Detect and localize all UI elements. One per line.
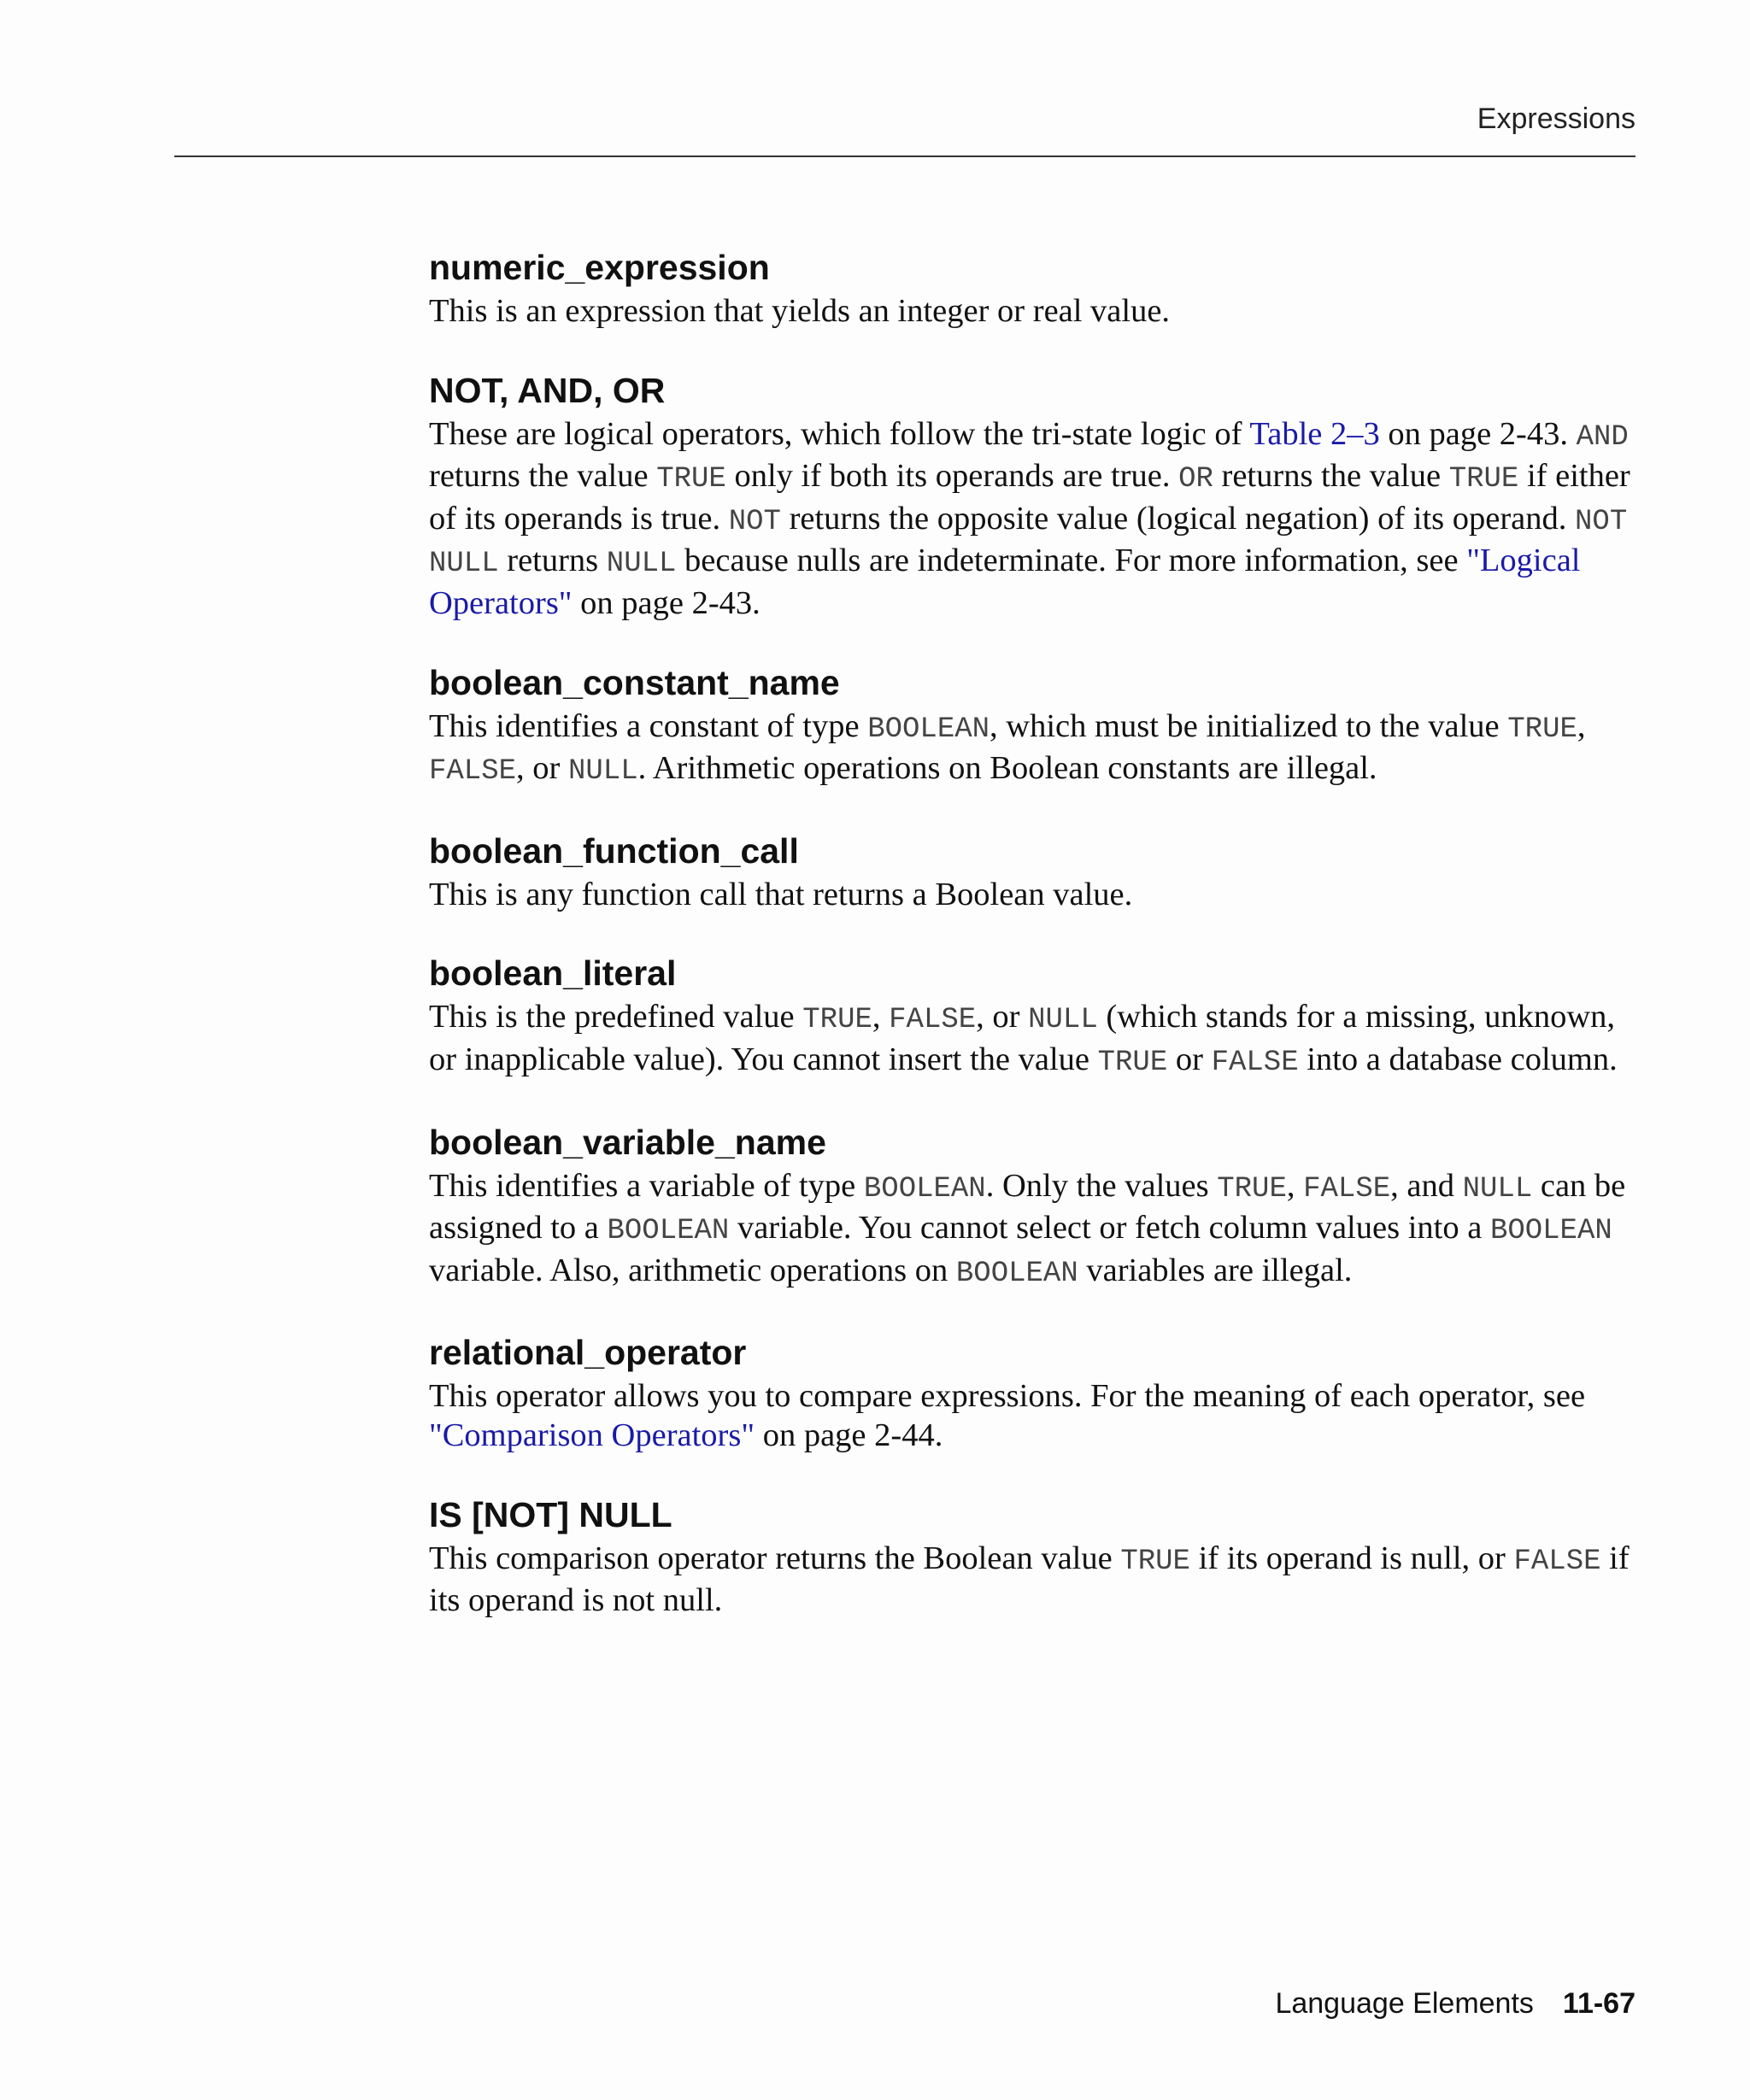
code-keyword: TRUE: [1120, 1545, 1190, 1578]
text-run: on page 2-43.: [1379, 415, 1577, 452]
entry-term: boolean_literal: [429, 953, 677, 994]
entry-term: boolean_variable_name: [429, 1122, 826, 1162]
text-run: returns the opposite value (logical negation) of its operand.: [780, 500, 1576, 537]
text-run: This comparison operator returns the Boolean value: [429, 1540, 1121, 1576]
definition-entry: [429, 663, 1642, 792]
entry-term: boolean_constant_name: [429, 662, 840, 702]
code-keyword: OR: [1178, 463, 1213, 496]
definition-entry: [429, 831, 1642, 915]
document-body: [429, 248, 1642, 1660]
definition-entry: [429, 1495, 1642, 1621]
text-run: ,: [1286, 1167, 1304, 1204]
entry-term: IS [NOT] NULL: [429, 1494, 672, 1534]
code-keyword: FALSE: [1303, 1172, 1391, 1205]
text-run: only if both its operands are true.: [725, 458, 1179, 495]
code-keyword: TRUE: [1448, 463, 1519, 496]
code-keyword: FALSE: [429, 755, 517, 789]
footer-section-title: Language Elements: [1275, 1987, 1534, 2020]
text-run: This is any function call that returns a Boolean value.: [429, 876, 1133, 912]
text-run: This identifies a constant of type: [429, 707, 868, 744]
text-run: can be assigned to a: [429, 1167, 1626, 1247]
definition-entry: [429, 1123, 1642, 1294]
page-footer: [1275, 1989, 1635, 2018]
text-run: (which stands for a missing, unknown, or inapplicable value). You cannot insert the value: [429, 999, 1615, 1077]
entry-term: NOT, AND, OR: [429, 370, 666, 410]
code-keyword: BOOLEAN: [1489, 1215, 1612, 1248]
entry-description: [429, 292, 1642, 331]
text-run: if its operand is not null.: [429, 1540, 1630, 1619]
entry-term: boolean_function_call: [429, 830, 799, 871]
text-run: on page 2-43.: [572, 584, 760, 621]
code-keyword: TRUE: [1507, 713, 1577, 746]
header-rule: [174, 155, 1635, 157]
code-keyword: FALSE: [1211, 1046, 1299, 1079]
code-keyword: TRUE: [656, 463, 726, 496]
code-keyword: NOT NULL: [429, 505, 1628, 581]
code-keyword: BOOLEAN: [867, 713, 990, 746]
text-run: This identifies a variable of type: [429, 1167, 864, 1204]
text-run: variable. You cannot select or fetch column values into a: [729, 1210, 1490, 1247]
text-run: This is the predefined value: [429, 999, 803, 1035]
text-run: , or: [976, 999, 1029, 1035]
footer-page-number: 11-67: [1562, 1987, 1635, 2020]
cross-reference-link[interactable]: "Comparison Operators": [429, 1417, 755, 1453]
text-run: if either of its operands is true.: [429, 458, 1630, 537]
entry-description: [429, 415, 1642, 624]
entry-description: [429, 998, 1642, 1082]
code-keyword: NULL: [606, 548, 677, 581]
entry-description: [429, 1167, 1642, 1294]
text-run: ,: [872, 999, 890, 1035]
cross-reference-link[interactable]: Table 2–3: [1249, 415, 1380, 452]
code-keyword: BOOLEAN: [607, 1215, 730, 1248]
text-run: , which must be initialized to the value: [990, 707, 1508, 744]
code-keyword: AND: [1576, 420, 1629, 454]
running-header-title: Expressions: [1477, 103, 1635, 135]
entry-description: [429, 876, 1642, 915]
code-keyword: TRUE: [1097, 1046, 1168, 1079]
text-run: These are logical operators, which follow the tri-state logic of: [429, 415, 1250, 452]
definition-entry: [429, 1333, 1642, 1455]
code-keyword: NULL: [1028, 1004, 1098, 1037]
code-keyword: TRUE: [1217, 1172, 1287, 1205]
code-keyword: NOT: [728, 505, 781, 538]
code-keyword: TRUE: [802, 1004, 872, 1037]
text-run: into a database column.: [1298, 1041, 1618, 1077]
code-keyword: BOOLEAN: [863, 1172, 986, 1205]
definition-entry: [429, 371, 1642, 624]
text-run: variable. Also, arithmetic operations on: [429, 1252, 956, 1288]
entry-description: [429, 1540, 1642, 1621]
code-keyword: NULL: [567, 755, 638, 789]
text-run: , or: [516, 750, 568, 787]
text-run: if its operand is null, or: [1189, 1540, 1514, 1576]
text-run: . Only the values: [985, 1167, 1218, 1204]
text-run: . Arithmetic operations on Boolean constants are illegal.: [637, 750, 1377, 787]
definition-entry: [429, 953, 1642, 1082]
cross-reference-link[interactable]: "Logical Operators": [429, 543, 1581, 621]
text-run: This operator allows you to compare expressions. For the meaning of each operator, see: [429, 1378, 1586, 1415]
text-run: , and: [1390, 1167, 1463, 1204]
text-run: variables are illegal.: [1078, 1252, 1353, 1288]
code-keyword: FALSE: [1513, 1545, 1601, 1578]
entry-term: relational_operator: [429, 1333, 747, 1373]
entry-description: [429, 1377, 1642, 1455]
code-keyword: BOOLEAN: [955, 1257, 1078, 1290]
entry-description: [429, 707, 1642, 792]
text-run: returns the value: [429, 458, 657, 495]
text-run: on page 2-44.: [755, 1417, 943, 1453]
code-keyword: NULL: [1462, 1172, 1533, 1205]
text-run: or: [1167, 1041, 1212, 1077]
text-run: This is an expression that yields an integer or real value.: [429, 293, 1171, 329]
definition-entry: [429, 248, 1642, 331]
text-run: because nulls are indeterminate. For more information, see: [676, 543, 1467, 579]
text-run: ,: [1577, 707, 1586, 744]
text-run: returns: [498, 543, 607, 579]
text-run: returns the value: [1213, 458, 1449, 495]
entry-term: numeric_expression: [429, 248, 770, 287]
code-keyword: FALSE: [889, 1004, 977, 1037]
